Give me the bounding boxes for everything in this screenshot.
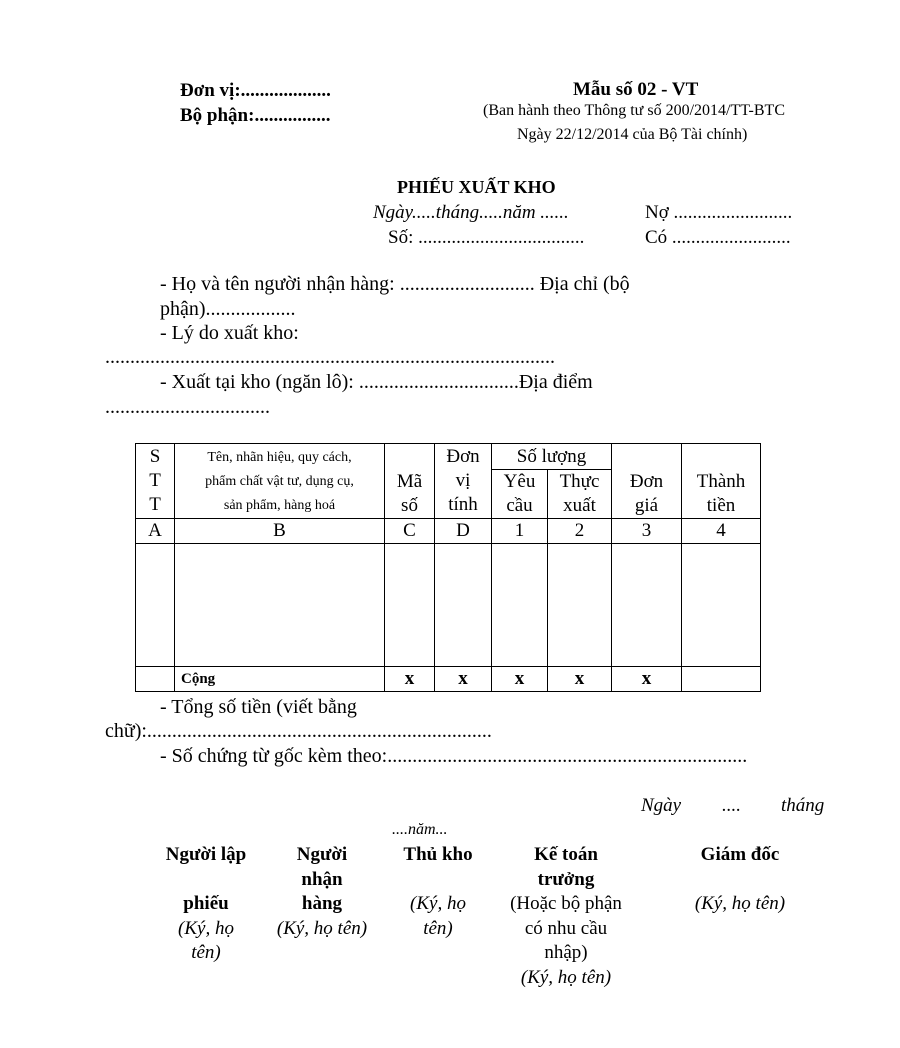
header-amount: Thành tiền (682, 444, 761, 519)
total-in-words-line: chữ):..................................................................... (105, 720, 492, 742)
code-cell: D (435, 519, 492, 544)
reason-label: - Lý do xuất kho: (160, 322, 299, 344)
total-mark: x (435, 667, 492, 692)
footer-day: Ngày (641, 795, 682, 816)
footer-year: ....năm... (392, 821, 448, 838)
code-cell: 1 (492, 519, 548, 544)
goods-table (135, 443, 761, 692)
receiver-field: - Họ và tên người nhận hàng: ........................... Địa chỉ (bộ (160, 273, 630, 295)
code-cell: A (136, 519, 175, 544)
header-item-name: Tên, nhãn hiệu, quy cách, phẩm chất vật tư, dụng cụ, sản phẩm, hàng hoá (175, 444, 385, 519)
credit-field: Có ......................... (645, 227, 791, 248)
warehouse-field: - Xuất tại kho (ngăn lô): ................................Địa điểm (160, 371, 593, 393)
issued-by-line1: (Ban hành theo Thông tư số 200/2014/TT-BTC (483, 102, 785, 119)
code-cell: 4 (682, 519, 761, 544)
table-cell[interactable] (492, 544, 548, 667)
header-unit-price: Đơn giá (612, 444, 682, 519)
table-cell[interactable] (612, 544, 682, 667)
table-cell[interactable] (175, 544, 385, 667)
code-cell: C (385, 519, 435, 544)
form-number: Mẫu số 02 - VT (573, 79, 699, 100)
code-cell: 2 (548, 519, 612, 544)
signer-receiver: Người nhận hàng (Ký, họ tên) (276, 844, 368, 939)
header-quantity: Số lượng (492, 444, 612, 470)
total-mark: x (612, 667, 682, 692)
code-cell: B (175, 519, 385, 544)
table-cell (136, 667, 175, 692)
debit-field: Nợ ......................... (645, 202, 793, 223)
signer-director: Giám đốc (Ký, họ tên) (694, 844, 786, 914)
table-cell[interactable] (385, 544, 435, 667)
total-in-words-label: - Tổng số tiền (viết bằng (160, 696, 357, 718)
document-number: Số: ................................... (388, 227, 585, 248)
receiver-address: phận).................. (160, 298, 296, 320)
reason-line: .......................................................................................... (105, 346, 555, 368)
table-row (136, 544, 761, 667)
total-amount-cell[interactable] (682, 667, 761, 692)
header-requested: Yêu cầu (492, 470, 548, 519)
source-documents: - Số chứng từ gốc kèm theo:........................................................................ (160, 745, 748, 767)
footer-dots: .... (722, 795, 741, 816)
code-row (136, 519, 761, 544)
total-label: Cộng (175, 667, 385, 692)
department-field: Bộ phận:................ (180, 105, 331, 126)
total-mark: x (385, 667, 435, 692)
table-cell[interactable] (682, 544, 761, 667)
footer-month: tháng (781, 795, 825, 816)
total-mark: x (492, 667, 548, 692)
location-line: ................................. (105, 396, 270, 418)
header-unit: Đơn vị tính (435, 444, 492, 519)
document-date: Ngày.....tháng.....năm ...... (373, 202, 569, 223)
document-title: PHIẾU XUẤT KHO (397, 177, 556, 197)
signer-chief-accountant: Kế toán trưởng (Hoặc bộ phận có nhu cầu nhập) (Ký, họ tên) (510, 844, 622, 988)
unit-field: Đơn vị:................... (180, 80, 331, 101)
table-cell[interactable] (435, 544, 492, 667)
total-mark: x (548, 667, 612, 692)
table-cell[interactable] (548, 544, 612, 667)
table-cell[interactable] (136, 544, 175, 667)
issued-by-line2: Ngày 22/12/2014 của Bộ Tài chính) (517, 126, 748, 143)
code-cell: 3 (612, 519, 682, 544)
header-code: Mã số (385, 444, 435, 519)
header-issued: Thực xuất (548, 470, 612, 519)
signer-preparer: Người lập phiếu (Ký, họ tên) (165, 844, 247, 963)
signer-storekeeper: Thủ kho (Ký, họ tên) (403, 844, 473, 939)
header-stt: S T T (136, 444, 175, 519)
total-row (136, 667, 761, 692)
